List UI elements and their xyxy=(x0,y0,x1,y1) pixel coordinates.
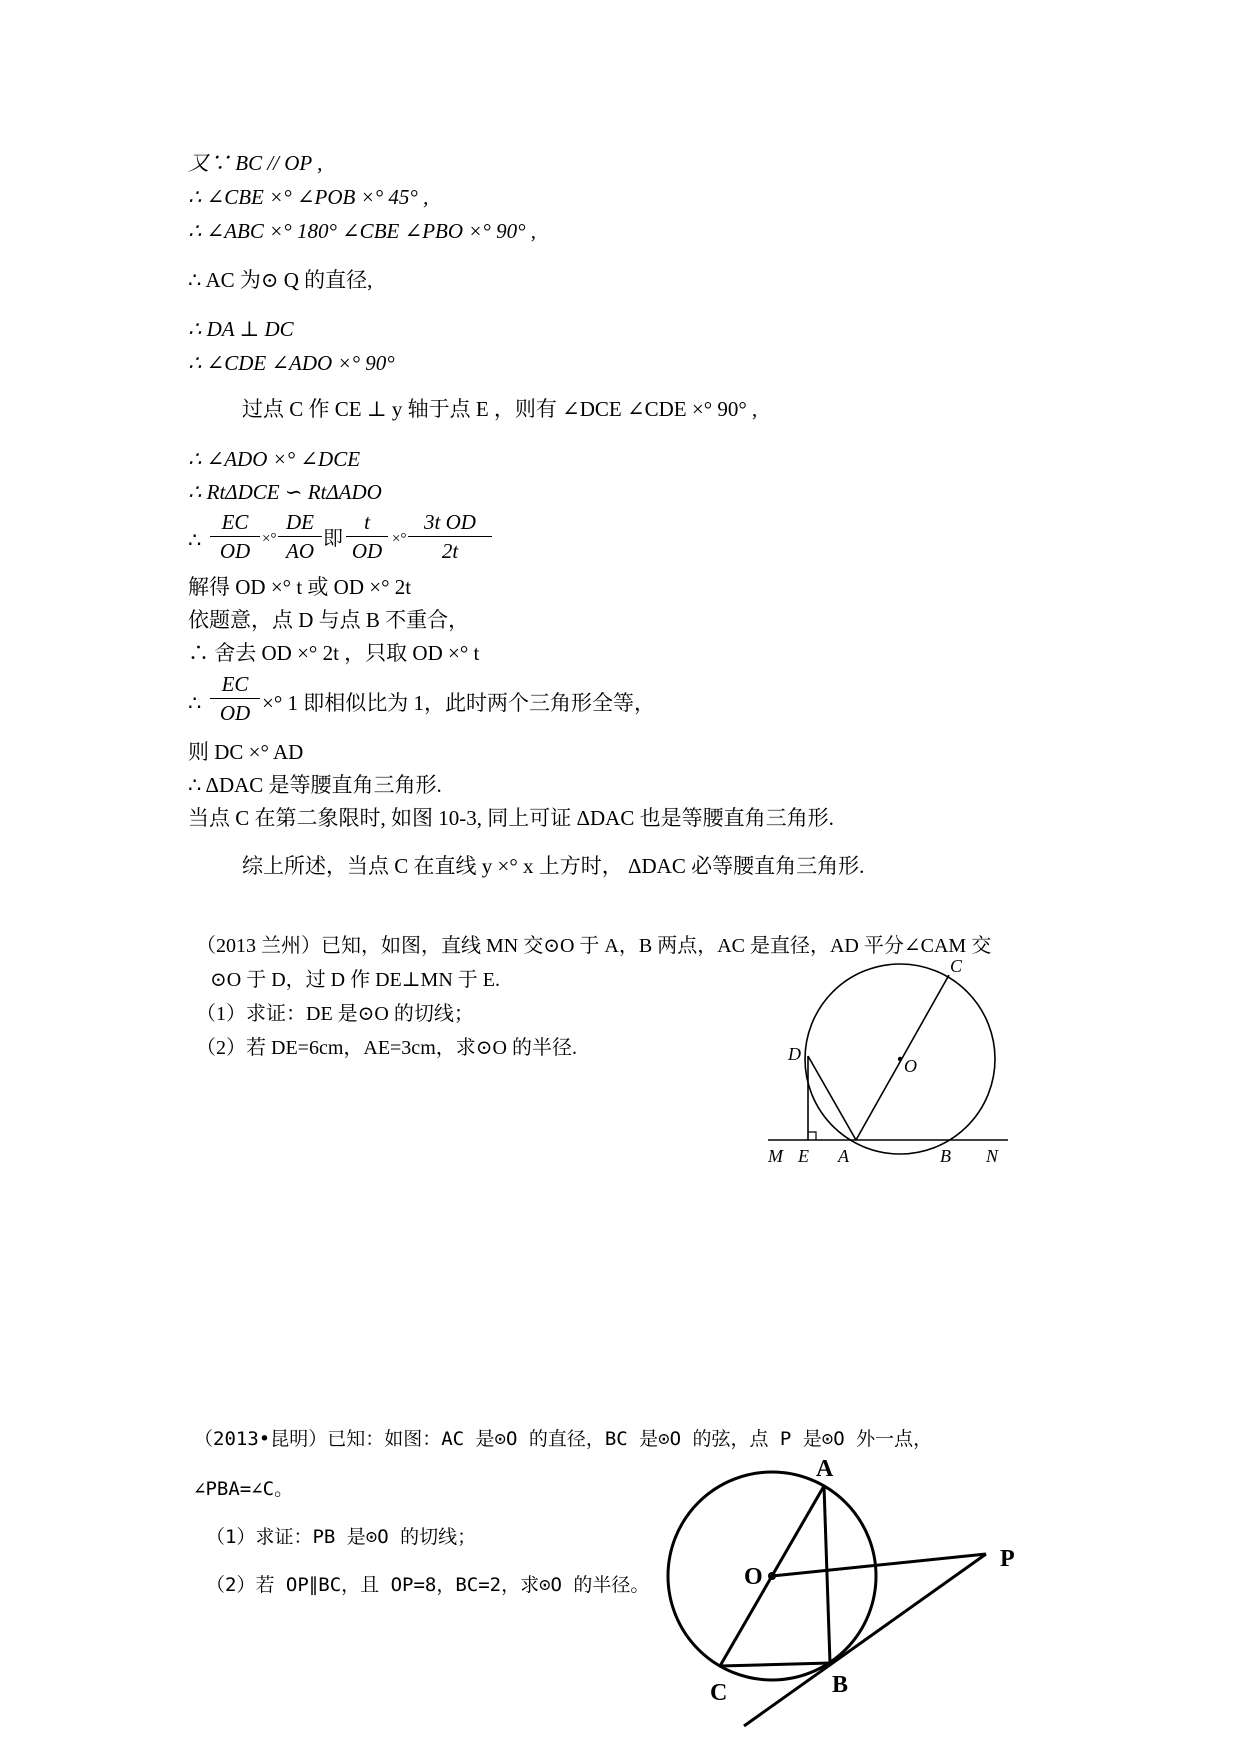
proof-line-7: 过点 C 作 CE ⊥ y 轴于点 E ，则有 ∠DCE ∠CDE ×° 90° , xyxy=(242,397,758,421)
fraction-denominator: OD xyxy=(219,701,251,725)
proof-line-14-suffix: ×° 1 即相似比为 1，此时两个三角形全等， xyxy=(262,691,655,715)
center-dot-2 xyxy=(768,1572,776,1580)
segment-op xyxy=(772,1554,986,1576)
proof-line-9: ∴ RtΔDCE ∽ RtΔADO xyxy=(188,480,382,504)
label-e: E xyxy=(798,1146,809,1166)
proof-line-10-prefix: ∴ xyxy=(188,528,202,552)
problem2-q2: （2）若 OP∥BC，且 OP=8，BC=2，求⊙O 的半径。 xyxy=(206,1574,650,1596)
problem2-line1: （2013•昆明）已知：如图：AC 是⊙O 的直径，BC 是⊙O 的弦，点 P 是⊙O 外一点， xyxy=(194,1428,933,1450)
label-p: P xyxy=(1000,1546,1015,1572)
proof-line-17: 当点 C 在第二象限时, 如图 10-3, 同上可证 ΔDAC 也是等腰直角三角形. xyxy=(188,806,834,830)
fraction-denominator: OD xyxy=(351,539,383,563)
proof-line-11: 解得 OD ×° t 或 OD ×° 2t xyxy=(188,575,412,599)
fraction-de-ao xyxy=(278,510,322,564)
fraction-t-od xyxy=(346,510,388,564)
fraction-ec-od-2 xyxy=(210,672,260,726)
label-o: O xyxy=(904,1056,917,1076)
fraction-numerator: EC xyxy=(210,510,260,537)
label-b: B xyxy=(940,1146,951,1166)
fraction-numerator: 3t OD xyxy=(408,510,492,537)
chord-ab xyxy=(824,1486,830,1663)
proof-line-3: ∴ ∠ABC ×° 180° ∠CBE ∠PBO ×° 90° , xyxy=(188,219,536,243)
ji-text: 即 xyxy=(323,528,343,550)
problem2-line2: ∠PBA=∠C。 xyxy=(194,1478,294,1500)
segment-da xyxy=(808,1056,856,1140)
right-angle-mark xyxy=(808,1132,816,1140)
proof-line-4: ∴ AC 为⊙ Q 的直径, xyxy=(188,268,373,292)
proof-line-18: 综上所述，当点 C 在直线 y ×° x 上方时， ΔDAC 必等腰直角三角形. xyxy=(242,854,865,878)
proof-line-12: 依题意，点 D 与点 B 不重合， xyxy=(188,608,470,632)
fraction-denominator: 2t xyxy=(441,539,459,563)
fraction-numerator: t xyxy=(346,510,388,537)
problem1-line2: ⊙O 于 D，过 D 作 DE⊥MN 于 E. xyxy=(210,969,500,991)
label-c: C xyxy=(950,956,963,976)
label-b2: B xyxy=(832,1672,849,1698)
label-o2: O xyxy=(744,1564,763,1590)
equals-glyph-1: ×° xyxy=(262,531,277,547)
center-dot xyxy=(898,1057,902,1061)
label-a2: A xyxy=(816,1456,834,1482)
diameter-ac xyxy=(856,975,949,1140)
proof-line-6: ∴ ∠CDE ∠ADO ×° 90° xyxy=(188,351,395,375)
proof-line-2: ∴ ∠CBE ×° ∠POB ×° 45° , xyxy=(188,185,429,209)
fraction-ec-od xyxy=(210,510,260,564)
label-d: D xyxy=(788,1044,801,1064)
proof-line-8: ∴ ∠ADO ×° ∠DCE xyxy=(188,447,361,471)
problem1-line1: （2013 兰州）已知，如图，直线 MN 交⊙O 于 A，B 两点，AC 是直径，AD 平分∠CAM 交 xyxy=(196,935,992,957)
fraction-numerator: DE xyxy=(278,510,322,537)
problem2-figure xyxy=(660,1450,1040,1750)
proof-line-15: 则 DC ×° AD xyxy=(188,740,304,764)
label-m: M xyxy=(768,1146,783,1166)
label-c2: C xyxy=(710,1680,728,1706)
equals-glyph-2: ×° xyxy=(392,531,407,547)
problem2-q1: （1）求证：PB 是⊙O 的切线； xyxy=(206,1526,477,1548)
fraction-denominator: OD xyxy=(219,539,251,563)
fraction-3t-od-2t xyxy=(408,510,492,564)
label-n: N xyxy=(986,1146,999,1166)
proof-line-16: ∴ ΔDAC 是等腰直角三角形. xyxy=(188,773,442,797)
label-a: A xyxy=(838,1146,849,1166)
chord-cb xyxy=(720,1663,830,1666)
proof-line-14-prefix: ∴ xyxy=(188,691,202,715)
proof-line-13: ∴ 舍去 OD ×° 2t ，只取 OD ×° t xyxy=(188,641,480,665)
problem1-figure xyxy=(760,950,1020,1170)
problem1-q1: （1）求证：DE 是⊙O 的切线； xyxy=(196,1003,474,1025)
fraction-denominator: AO xyxy=(286,539,314,563)
proof-line-1: 又∵ BC // OP , xyxy=(188,151,323,175)
tangent-pb xyxy=(744,1554,986,1726)
fraction-numerator: EC xyxy=(210,672,260,699)
problem1-q2: （2）若 DE=6cm，AE=3cm，求⊙O 的半径. xyxy=(196,1037,577,1059)
proof-line-5: ∴ DA ⊥ DC xyxy=(188,317,294,341)
